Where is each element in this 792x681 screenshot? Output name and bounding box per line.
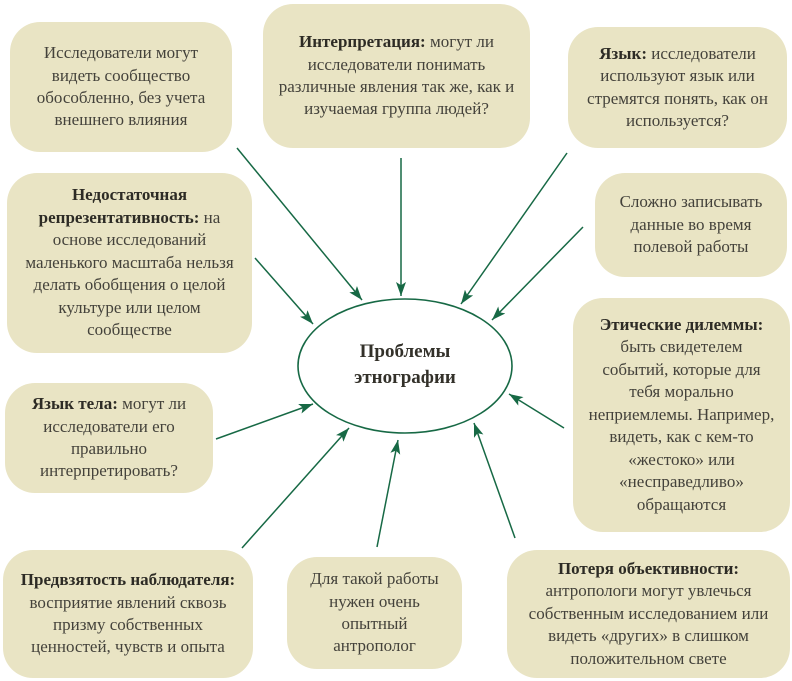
box-body-language-body: могут ли исследователи его правильно интерпретировать?: [40, 394, 187, 481]
arrow-from-isolation: [237, 148, 362, 300]
box-observer-bias: [3, 550, 253, 678]
arrow-from-body-language: [216, 404, 313, 439]
box-representativeness-body: на основе исследований маленького масштаба нельзя делать обобщения о целой культуре или целом сообществе: [25, 207, 234, 340]
box-observer-bias-lead: Предвзятость наблюдателя:: [20, 570, 236, 590]
box-body-language-lead: Язык тела:: [31, 394, 118, 414]
box-ethical-dilemmas-lead: Этические дилеммы:: [599, 315, 764, 335]
arrow-from-language: [461, 153, 567, 304]
box-field-recording: [595, 173, 787, 277]
box-language-text: [581, 43, 774, 133]
arrow-from-objectivity: [474, 423, 515, 538]
box-objectivity-lead: Потеря объективности:: [557, 558, 740, 578]
box-ethical-dilemmas: [573, 298, 790, 532]
box-language-body: исследователи используют язык или стремятся понять, как он используется?: [587, 43, 768, 130]
box-objectivity: [507, 550, 790, 678]
arrow-from-ethical-dilemmas: [509, 394, 564, 428]
box-language: [568, 27, 787, 148]
box-isolation-body: Исследователи могут видеть сообщество обособленно, без учета внешнего влияния: [36, 43, 206, 130]
box-objectivity-body: антропологи могут увлечься собственным исследованием или видеть «других» в слишком положительном свете: [528, 581, 769, 668]
arrow-from-anthropologist: [377, 440, 398, 547]
box-anthropologist-body: Для такой работы нужен очень опытный антрополог: [310, 569, 439, 656]
box-observer-bias-body: восприятие явлений сквозь призму собственных ценностей, чувств и опыта: [29, 592, 227, 657]
box-objectivity-text: [520, 558, 777, 670]
box-body-language-text: [18, 393, 200, 483]
box-anthropologist: [287, 557, 462, 669]
box-ethical-dilemmas-body: быть свидетелем событий, которые для тебя морально неприемлемы. Например, видеть, как с кем-то «жестоко» или «несправедливо» обращаются: [588, 337, 775, 514]
arrow-from-observer-bias: [242, 428, 349, 548]
center-ellipse-label: Проблемы этнографии: [354, 341, 456, 388]
box-body-language: [5, 383, 213, 493]
box-ethical-dilemmas-text: [586, 314, 777, 516]
box-field-recording-body: Сложно записывать данные во время полевой работы: [619, 192, 763, 257]
box-interpretation-body: могут ли исследователи понимать различные явления так же, как и изучаемая группа людей?: [278, 32, 515, 119]
box-anthropologist-text: [300, 568, 449, 658]
box-representativeness: [7, 173, 252, 353]
box-interpretation-lead: Интерпретация:: [299, 32, 426, 52]
box-observer-bias-text: [16, 569, 240, 659]
box-field-recording-text: [608, 191, 774, 258]
box-representativeness-text: [20, 184, 239, 341]
box-interpretation-text: [276, 31, 517, 121]
box-isolation: [10, 22, 232, 152]
box-representativeness-lead: Недостаточная репрезентативность:: [38, 185, 200, 227]
box-language-lead: Язык:: [599, 43, 647, 63]
box-isolation-text: [23, 42, 219, 132]
box-interpretation: [263, 4, 530, 148]
arrow-from-representativeness: [255, 258, 313, 324]
